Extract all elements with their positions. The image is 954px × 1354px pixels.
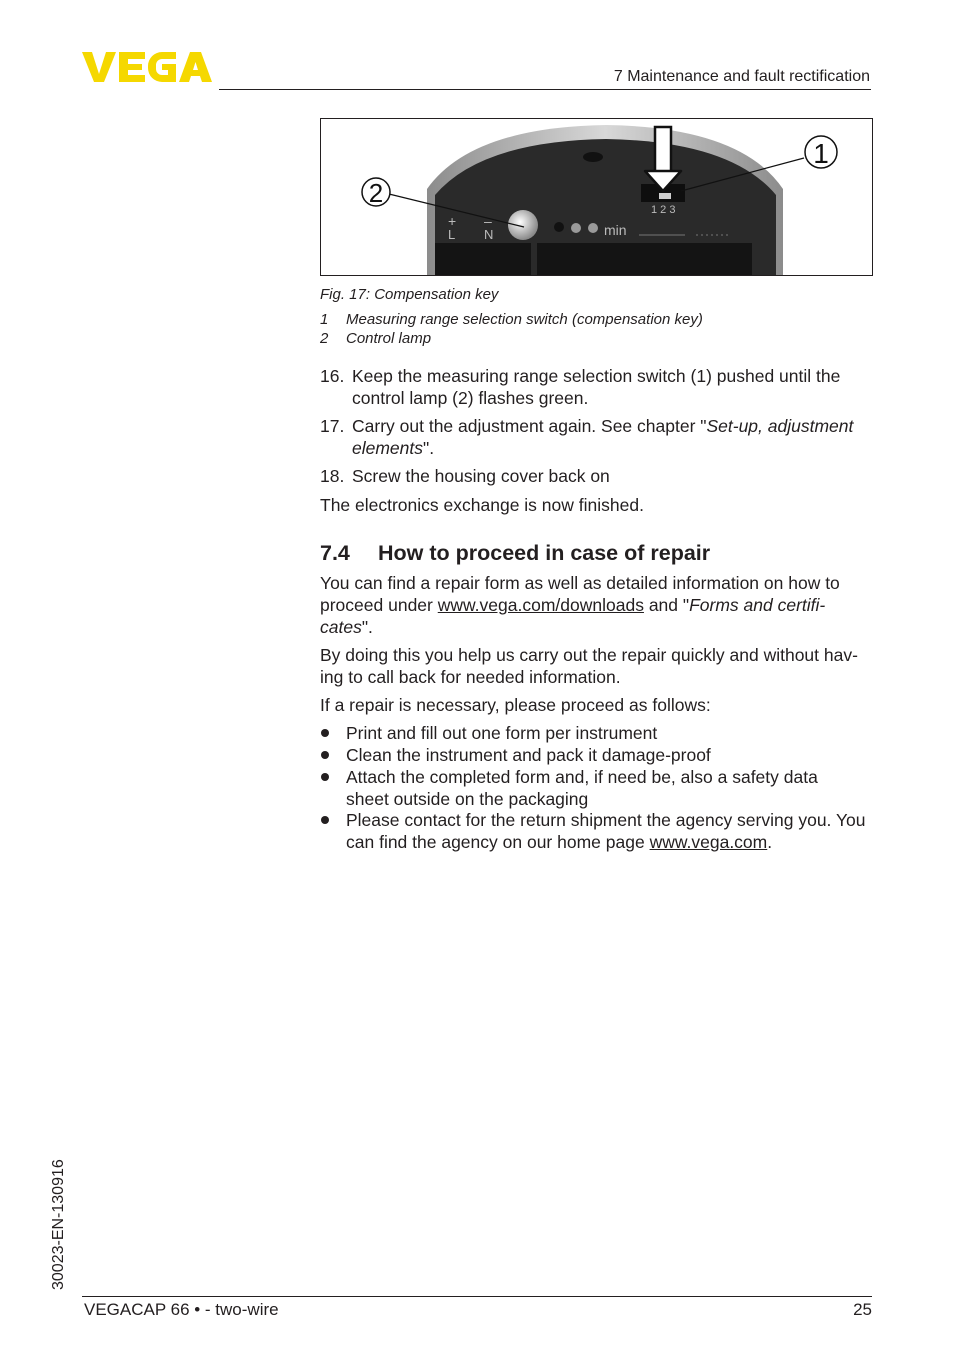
header-divider xyxy=(219,89,871,90)
list-item: Clean the instrument and pack it damage-proof xyxy=(320,744,880,766)
page-number: 25 xyxy=(853,1300,872,1319)
figure-compensation-key xyxy=(320,118,873,276)
home-page-link[interactable]: www.vega.com xyxy=(649,832,768,852)
list-item: Print and fill out one form per instrument xyxy=(320,722,880,744)
callout-1-label: 1 xyxy=(813,138,829,169)
min-label: min xyxy=(604,222,627,238)
document-code: 30023-EN-130916 xyxy=(50,1159,67,1290)
finished-text: The electronics exchange is now finished. xyxy=(320,495,644,515)
housing-hole xyxy=(583,152,603,162)
step-18: 18. Screw the housing cover back on xyxy=(320,466,610,486)
control-lamp xyxy=(508,210,538,240)
section-heading: 7.4 How to proceed in case of repair xyxy=(320,541,711,565)
bullet-icon xyxy=(321,751,329,759)
vega-logo xyxy=(82,50,212,84)
downloads-link[interactable]: www.vega.com/downloads xyxy=(437,595,644,615)
repair-paragraph-3: If a repair is necessary, please proceed as follows: xyxy=(320,695,711,715)
figure-caption: Fig. 17: Compensation key xyxy=(320,286,499,303)
step-16: 16. Keep the measuring range selection switch (1) pushed until the control lamp (2) flashes green. xyxy=(320,366,841,408)
step-17: 17. Carry out the adjustment again. See chapter "Set-up, adjustment elements". xyxy=(320,416,854,458)
header-section-title: 7 Maintenance and fault rectification xyxy=(613,68,870,85)
list-item: Attach the completed form and, if need be, also a safety data sheet outside on the packaging xyxy=(320,766,880,810)
terminal-n: N xyxy=(484,227,494,242)
terminal-l: L xyxy=(448,227,456,242)
figure-photo xyxy=(321,119,873,276)
callout-2-label: 2 xyxy=(368,178,384,208)
footer-divider xyxy=(82,1296,872,1297)
figure-legend-item: 1 Measuring range selection switch (compensation key) xyxy=(320,311,703,328)
bullet-icon xyxy=(321,773,329,781)
terminal-plus: + xyxy=(448,213,457,229)
switch-positions: 1 2 3 xyxy=(651,204,676,216)
list-item: Please contact for the return shipment the agency serving you. You can find the agency on our home page www.vega.com. xyxy=(320,809,880,853)
repair-paragraph-2: By doing this you help us carry out the repair quickly and without hav- ing to call back for needed information. xyxy=(320,645,858,687)
bullet-icon xyxy=(321,729,329,737)
repair-paragraph-1: You can find a repair form as well as detailed information on how to proceed under www.vega.com/downloads and "Forms and certifi- cates". xyxy=(320,573,840,637)
figure-legend-item: 2 Control lamp xyxy=(320,330,432,347)
terminal-minus: – xyxy=(484,213,492,229)
footer-product: VEGACAP 66 • - two-wire xyxy=(84,1300,279,1319)
bullet-icon xyxy=(321,816,329,824)
